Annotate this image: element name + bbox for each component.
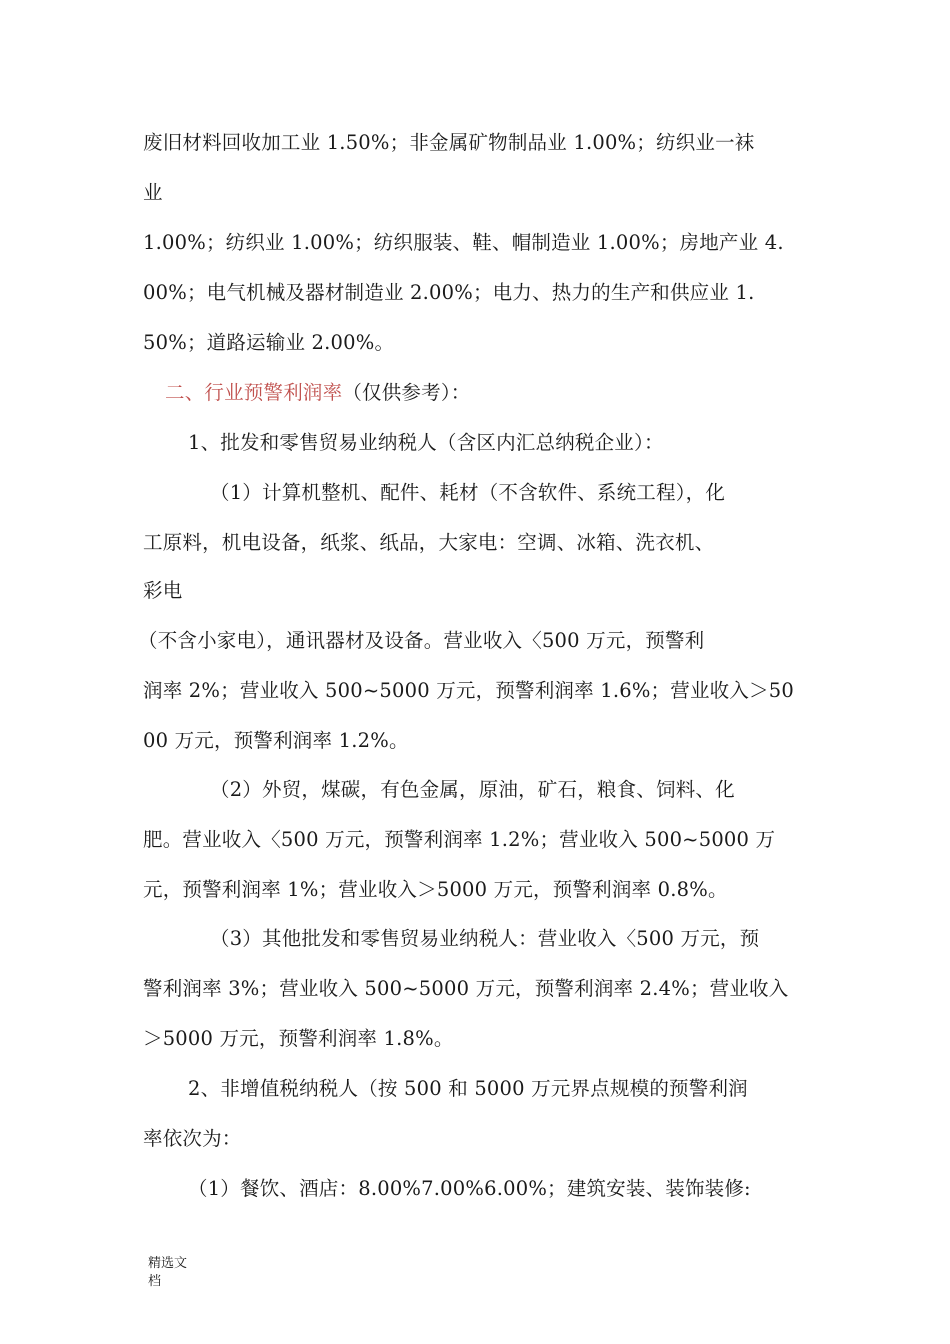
paragraph-line: 废旧材料回收加工业 1.50%；非金属矿物制品业 1.00%；纺织业一袜 [143, 131, 755, 154]
paragraph-line: （3）其他批发和零售贸易业纳税人：营业收入〈500 万元，预 [210, 927, 760, 950]
paragraph-line: 业 [143, 181, 163, 204]
paragraph-line: 1.00%；纺织业 1.00%；纺织服装、鞋、帽制造业 1.00%；房地产业 4. [143, 231, 784, 254]
footer-text-line: 精选文 [148, 1256, 188, 1271]
paragraph-line: 1、批发和零售贸易业纳税人（含区内汇总纳税企业）： [188, 431, 664, 454]
paragraph-line: 00 万元，预警利润率 1.2%。 [143, 729, 409, 752]
paragraph-line: 元，预警利润率 1%；营业收入＞5000 万元，预警利润率 0.8%。 [143, 878, 728, 901]
paragraph-line: 肥。营业收入〈500 万元，预警利润率 1.2%；营业收入 500~5000 万 [143, 828, 776, 851]
paragraph-line: ＞5000 万元，预警利润率 1.8%。 [143, 1027, 454, 1050]
paragraph-line: 50%；道路运输业 2.00%。 [143, 331, 395, 354]
paragraph-line: 率依次为： [143, 1127, 242, 1150]
paragraph-line: （1）计算机整机、配件、耗材（不含软件、系统工程），化 [210, 481, 726, 504]
paragraph-line: 润率 2%；营业收入 500~5000 万元，预警利润率 1.6%；营业收入＞50 [143, 679, 794, 702]
paragraph-line: （2）外贸，煤碳，有色金属，原油，矿石，粮食、饲料、化 [210, 778, 735, 801]
page-footer [148, 1255, 208, 1291]
section-heading [165, 380, 470, 406]
paragraph-line: 警利润率 3%；营业收入 500~5000 万元，预警利润率 2.4%；营业收入 [143, 977, 789, 1000]
paragraph-line: （1）餐饮、酒店：8.00%7.00%6.00%；建筑安装、装饰装修: [188, 1177, 751, 1200]
paragraph-line: 彩电 [143, 579, 183, 602]
section-heading-title: 二、行业预警利润率 [165, 381, 343, 404]
footer-text-line: 档 [148, 1274, 162, 1289]
section-heading-note: （仅供参考）： [342, 381, 471, 404]
paragraph-line: 工原料，机电设备，纸浆、纸品，大家电：空调、冰箱、洗衣机、 [143, 531, 715, 554]
paragraph-line: 2、非增值税纳税人（按 500 和 5000 万元界点规模的预警利润 [188, 1077, 748, 1100]
paragraph-line: 00%；电气机械及器材制造业 2.00%；电力、热力的生产和供应业 1. [143, 281, 755, 304]
paragraph-line: （不含小家电），通讯器材及设备。营业收入〈500 万元，预警利 [138, 629, 705, 652]
